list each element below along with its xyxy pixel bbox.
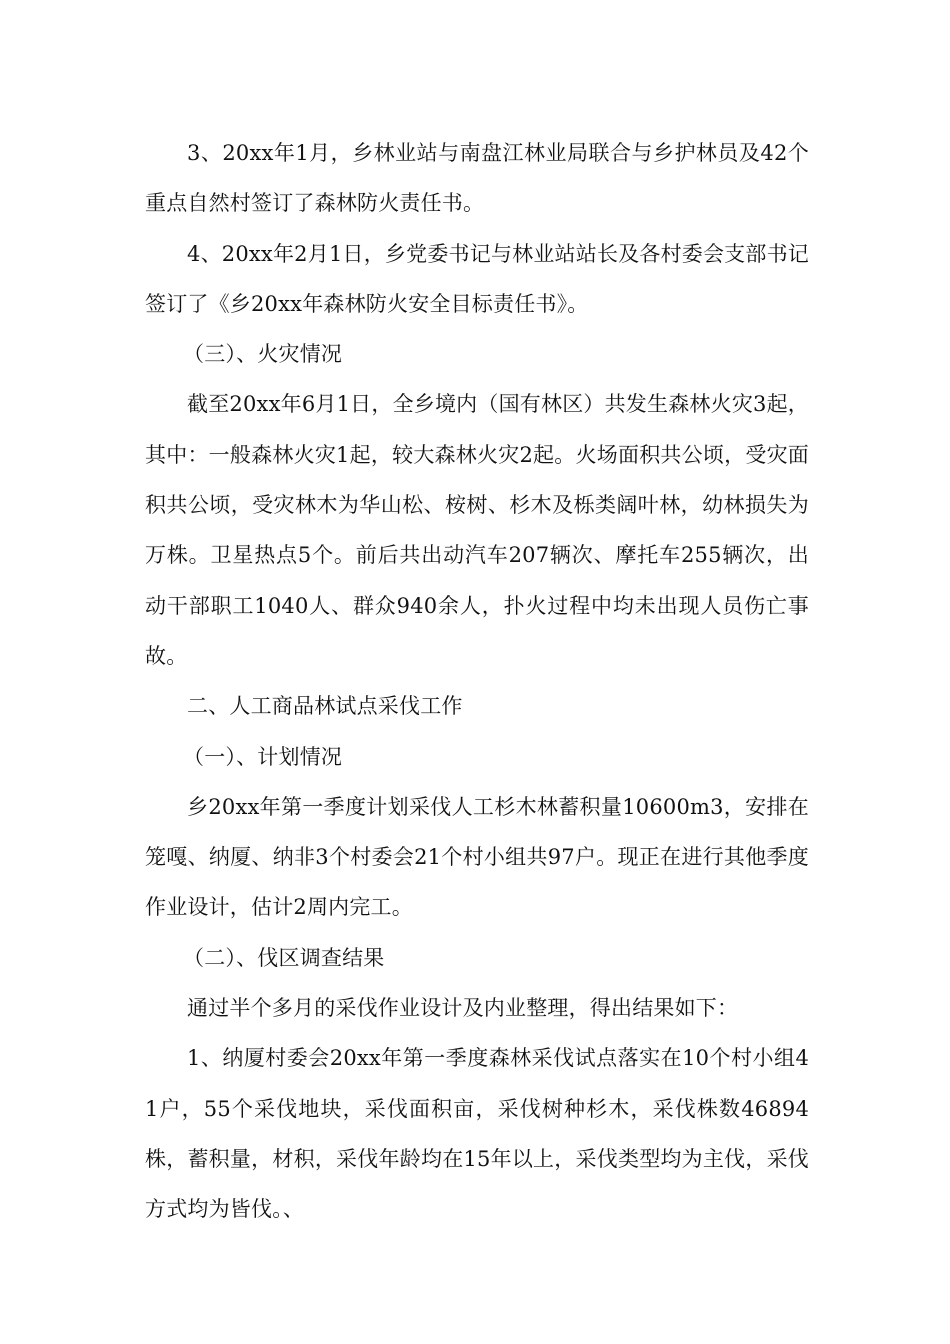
section-heading-logging-pilot: 二、人工商品林试点采伐工作 (187, 694, 463, 719)
section-heading-fire-situation: （三）、火灾情况 (183, 342, 343, 367)
paragraph-fire-responsibility-february: 4、20xx年2月1日，乡党委书记与林业站站长及各村委会支部书记签订了《乡20xx年森林防火安全目标责任书》。 (145, 241, 809, 316)
section-heading-plan: （一）、计划情况 (183, 744, 343, 769)
document-body (145, 128, 809, 1235)
paragraph-naxia-village-result: 1、纳厦村委会20xx年第一季度森林采伐试点落实在10个村小组41户，55个采伐地块，采伐面积亩，采伐树种杉木，采伐株数46894株，蓄积量，材积，采伐年龄均在15年以上，采伐类型均为主伐，采伐方式均为皆伐。、 (145, 1046, 809, 1222)
paragraph-fire-situation: 截至20xx年6月1日，全乡境内（国有林区）共发生森林火灾3起，其中：一般森林火灾1起，较大森林火灾2起。火场面积共公顷，受灾面积共公顷，受灾林木为华山松、桉树、杉木及栎类阔叶林，幼林损失为万株。卫星热点5个。前后共出动汽车207辆次、摩托车255辆次，出动干部职工1040人、群众940余人，扑火过程中均未出现人员伤亡事故。 (145, 392, 809, 668)
paragraph-survey-intro: 通过半个多月的采伐作业设计及内业整理，得出结果如下： (187, 996, 739, 1021)
paragraph-plan: 乡20xx年第一季度计划采伐人工杉木林蓄积量10600m3，安排在笼嘎、纳厦、纳非3个村委会21个村小组共97户。现正在进行其他季度作业设计，估计2周内完工。 (145, 794, 809, 920)
paragraph-fire-responsibility-january: 3、20xx年1月，乡林业站与南盘江林业局联合与乡护林员及42个重点自然村签订了森林防火责任书。 (145, 141, 809, 216)
section-heading-survey-results: （二）、伐区调查结果 (183, 945, 385, 970)
